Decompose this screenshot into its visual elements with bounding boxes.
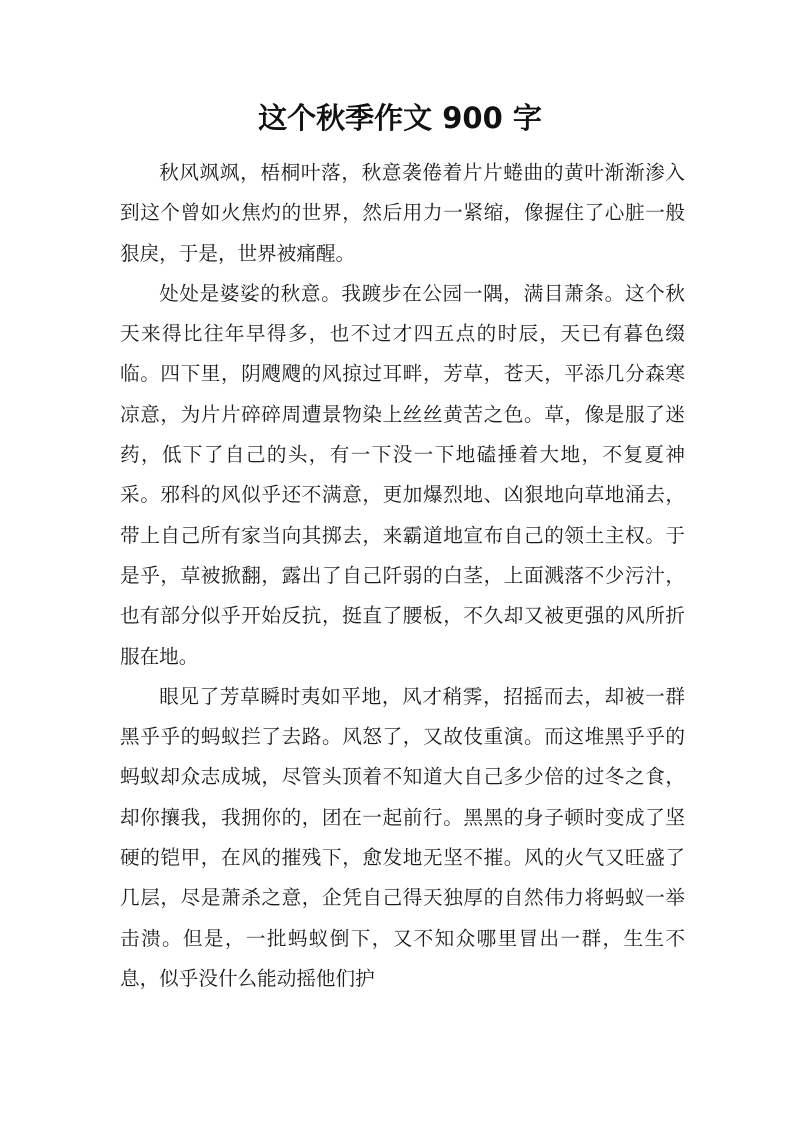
paragraph-1: 秋风飒飒，梧桐叶落，秋意袭倦着片片蜷曲的黄叶渐渐渗入到这个曾如火焦灼的世界，然后用力一紧缩，像握住了心脏一般狠戾，于是，世界被痛醒。 (120, 161, 685, 265)
document-title: 这个秋季作文 900 字 (258, 101, 542, 135)
paragraph-3: 眼见了芳草瞬时夷如平地，风才稍霁，招摇而去，却被一群黑乎乎的蚂蚁拦了去路。风怒了，又故伎重演。而这堆黑乎乎的蚂蚁却众志成城，尽管头顶着不知道大自己多少倍的过冬之食，却你攘我，我拥你的，团在一起前行。黑黑的身子顿时变成了坚硬的铠甲，在风的摧残下，愈发地无坚不摧。风的火气又旺盛了几层，尽是萧杀之意，企凭自己得天独厚的自然伟力将蚂蚁一举击溃。但是，一批蚂蚁倒下，又不知众哪里冒出一群，生生不息，似乎没什么能动摇他们护 (120, 684, 685, 990)
document-body (120, 153, 685, 999)
paragraph-2: 处处是婆娑的秋意。我踱步在公园一隅，满目萧条。这个秋天来得比往年早得多，也不过才四五点的时辰，天已有暮色缀临。四下里，阴飕飕的风掠过耳畔，芳草，苍天，平添几分森寒凉意，为片片碎碎周遭景物染上丝丝黄苦之色。草，像是服了迷药，低下了自己的头，有一下没一下地磕捶着大地，不复夏神采。邪科的风似乎还不满意，更加爆烈地、凶狠地向草地涌去，带上自己所有家当向其掷去，来霸道地宣布自己的领土主权。于是乎，草被掀翻，露出了自己阡弱的白茎，上面溅落不少污汁，也有部分似乎开始反抗，挺直了腰板，不久却又被更强的风所折服在地。 (120, 281, 685, 668)
